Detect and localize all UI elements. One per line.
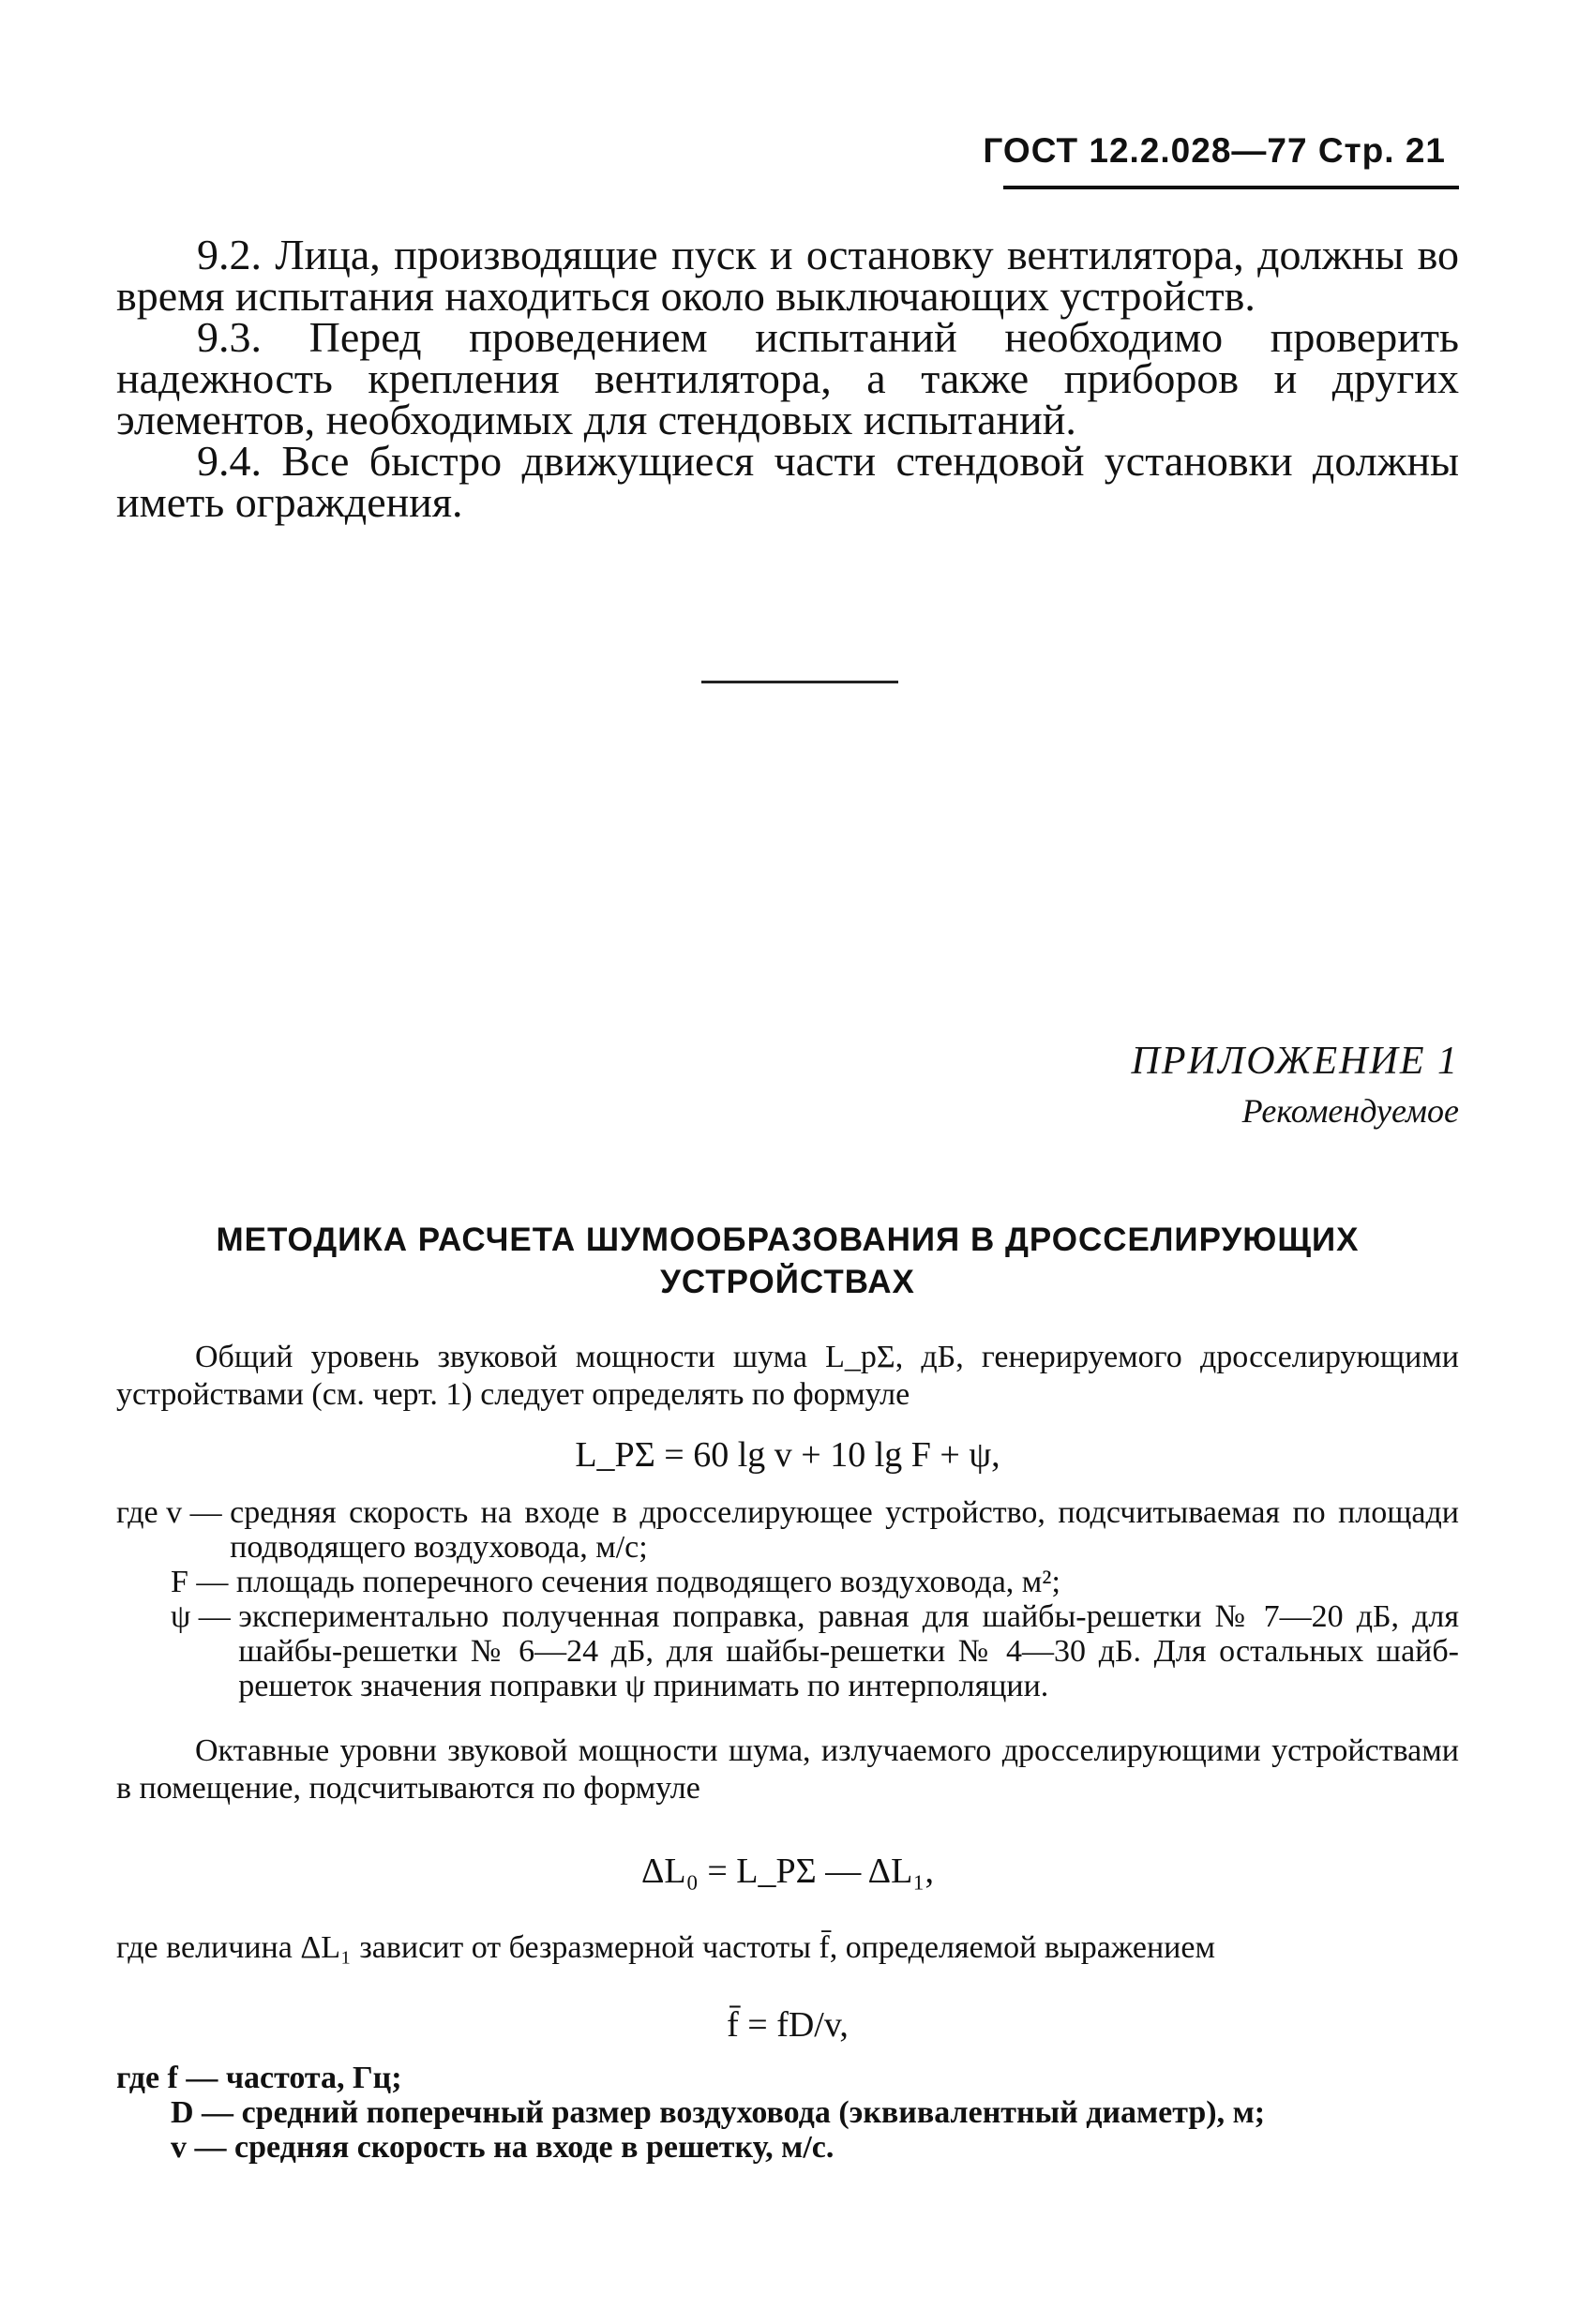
formula-2: ΔL₀ = L_PΣ — ΔL₁, [640,1852,935,1891]
appendix-subtitle: Рекомендуемое [1241,1092,1459,1130]
definition-text: средний поперечный размер воздуховода (эквивалентный диаметр), м; [241,2095,1266,2130]
where-2-paragraph [116,1929,1459,1967]
definition-text: экспериментально полученная поправка, равная для шайбы-решетки № 7—20 дБ, для шайбы-решетки № 6—24 дБ, для шайбы-решетки № 4—30 дБ. Для остальных шайб-решеток значения поправки ψ принимать по интерполяции. [238,1599,1459,1703]
intro-paragraph [116,1339,1459,1414]
where-2-text: где величина ΔL₁ зависит от безразмерной частоты f̄, определяемой выражением [116,1930,1215,1965]
page-header: ГОСТ 12.2.028—77 Стр. 21 [983,131,1446,170]
definition-item [116,2130,1459,2165]
definition-symbol: ψ — [171,1599,239,1634]
definition-item [116,1495,1459,1565]
formula-3: f̄ = fD/v, [727,2005,849,2045]
octave-paragraph [116,1732,1459,1807]
definition-symbol: v — [171,2130,234,2165]
paragraph-9-2: 9.2. Лица, производящие пуск и остановку вентилятора, должны во время испытания находиться около выключающих устройств. [116,231,1459,320]
definition-symbol: D — [171,2095,242,2130]
paragraph-9-4: 9.4. Все быстро движущиеся части стендовой установки должны иметь ограждения. [116,437,1459,526]
definition-symbol: где v — [116,1495,231,1530]
definition-text: средняя скорость на входе в дросселирующее устройство, подсчитываемая по площади подводящего воздуховода, м/с; [230,1495,1459,1565]
definition-item [116,1565,1459,1599]
definition-item [116,2061,1459,2095]
paragraph-9-3: 9.3. Перед проведением испытаний необходимо проверить надежность крепления вентилятора, а также приборов и других элементов, необходимых для стендовых испытаний. [116,313,1459,443]
definition-text: площадь поперечного сечения подводящего воздуховода, м²; [235,1565,1060,1599]
intro-text: Общий уровень звуковой мощности шума L_pΣ, дБ, генерируемого дросселирующими устройствами (см. черт. 1) следует определять по формуле [116,1340,1459,1412]
definition-text: частота, Гц; [225,2061,402,2095]
definitions-1 [116,1495,1459,1703]
definition-item [116,1599,1459,1703]
section-9-paragraphs [116,231,1459,526]
section-separator [701,681,898,683]
formula-1: L_PΣ = 60 lg v + 10 lg F + ψ, [575,1435,1000,1475]
heading-line-1: МЕТОДИКА РАСЧЕТА ШУМООБРАЗОВАНИЯ В ДРОССЕЛИРУЮЩИХ [216,1222,1360,1258]
appendix-title: ПРИЛОЖЕНИЕ 1 [1131,1040,1459,1083]
definition-item [116,2095,1459,2130]
definition-symbol: где f — [116,2061,226,2095]
section-heading [116,1219,1459,1303]
definition-text: средняя скорость на входе в решетку, м/с. [234,2130,835,2165]
header-rule [1003,186,1459,189]
definitions-3 [116,2061,1459,2165]
octave-text: Октавные уровни звуковой мощности шума, излучаемого дросселирующими устройствами в помещение, подсчитываются по формуле [116,1733,1459,1806]
heading-line-2: УСТРОЙСТВАХ [660,1264,915,1300]
definition-symbol: F — [171,1565,236,1599]
